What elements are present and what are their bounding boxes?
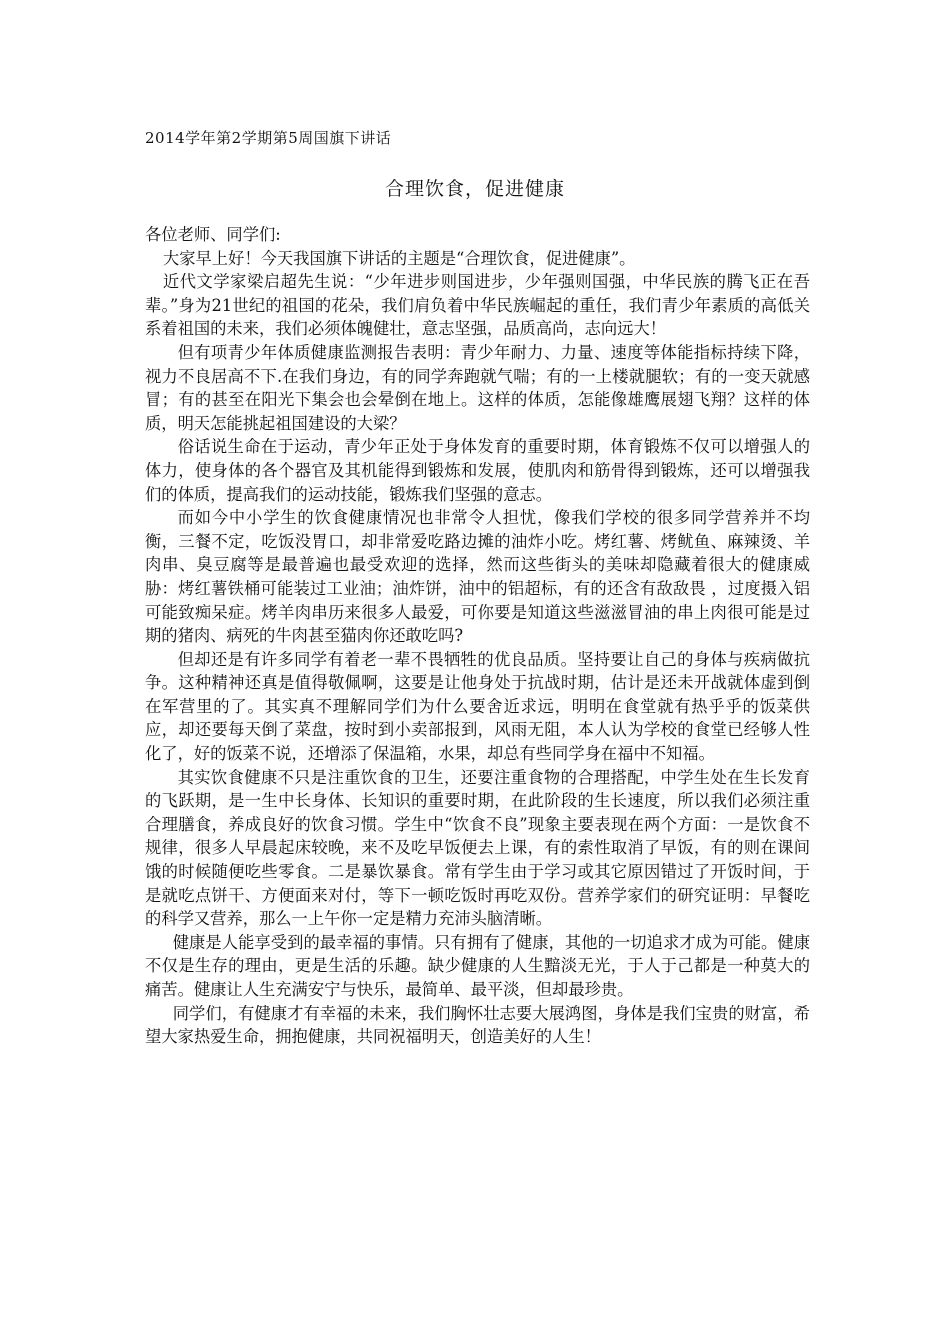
paragraph: 同学们，有健康才有幸福的未来，我们胸怀壮志要大展鸿图，身体是我们宝贵的财富，希望大家热爱生命，拥抱健康，共同祝福明天，创造美好的人生！: [145, 1003, 810, 1047]
paragraph: 但有项青少年体质健康监测报告表明：青少年耐力、力量、速度等体能指标持续下降，视力不良居高不下.在我们身边，有的同学奔跑就气喘；有的一上楼就腿软；有的一变天就感冒；有的甚至在阳光下集会也会晕倒在地上。这样的体质，怎能像雄鹰展翅飞翔？这样的体质，明天怎能挑起祖国建设的大梁？: [145, 342, 810, 433]
paragraph: 俗话说生命在于运动，青少年正处于身体发育的重要时期，体育锻炼不仅可以增强人的体力，使身体的各个器官及其机能得到锻炼和发展，使肌肉和筋骨得到锻炼，还可以增强我们的体质，提高我们的运动技能，锻炼我们坚强的意志。: [145, 437, 810, 504]
paragraph: 大家早上好！今天我国旗下讲话的主题是“合理饮食，促进健康”。: [162, 248, 636, 268]
document-title: 合理饮食，促进健康: [384, 178, 565, 200]
paragraph: 但却还是有许多同学有着老一辈不畏牺牲的优良品质。坚持要让自己的身体与疾病做抗争。这种精神还真是值得敬佩啊，这要是让他身处于抗战时期，估计是还未开战就体虚到倒在军营里的了。其实真不理解同学们为什么要舍近求远，明明在食堂就有热乎乎的饭菜供应，却还要每天倒了菜盘，按时到小卖部报到，风雨无阻，本人认为学校的食堂已经够人性化了，好的饭菜不说，还增添了保温箱，水果，却总有些同学身在福中不知福。: [145, 649, 810, 764]
document-body: [145, 223, 810, 1049]
paragraph: 近代文学家梁启超先生说：“少年进步则国进步，少年强则国强，中华民族的腾飞正在吾辈。”身为21世纪的祖国的花朵，我们肩负着中华民族崛起的重任，我们青少年素质的高低关系着祖国的未来，我们必须体魄健壮，意志坚强，品质高尚，志向远大！: [145, 272, 810, 339]
paragraph: 而如今中小学生的饮食健康情况也非常令人担忧，像我们学校的很多同学营养并不均衡，三餐不定，吃饭没胃口，却非常爱吃路边摊的油炸小吃。烤红薯、烤鱿鱼、麻辣烫、羊肉串、臭豆腐等是最普遍也最受欢迎的选择，然而这些街头的美味却隐藏着很大的健康威胁：烤红薯铁桶可能装过工业油；油炸饼，油中的铝超标，有的还含有敌敌畏 ，过度摄入铝可能致痴呆症。烤羊肉串历来很多人最爱，可你要是知道这些滋滋冒油的串上肉很可能是过期的猪肉、病死的牛肉甚至猫肉你还敢吃吗?: [145, 508, 810, 646]
greeting: 各位老师、同学们:: [145, 225, 281, 244]
document-header: 2014学年第2学期第5周国旗下讲话: [145, 129, 392, 147]
paragraph: 健康是人能享受到的最幸福的事情。只有拥有了健康，其他的一切追求才成为可能。健康不仅是生存的理由，更是生活的乐趣。缺少健康的人生黯淡无光，于人于己都是一种莫大的痛苦。健康让人生充满安宁与快乐，最简单、最平淡，但却最珍贵。: [145, 932, 810, 999]
paragraph: 其实饮食健康不只是注重饮食的卫生，还要注重食物的合理搭配，中学生处在生长发育的飞跃期，是一生中长身体、长知识的重要时期，在此阶段的生长速度，所以我们必须注重合理膳食，养成良好的饮食习惯。学生中“饮食不良”现象主要表现在两个方面：一是饮食不规律，很多人早晨起床较晚，来不及吃早饭便去上课，有的索性取消了早饭，有的则在课间饿的时候随便吃些零食。二是暴饮暴食。常有学生由于学习或其它原因错过了开饭时间，于是就吃点饼干、方便面来对付，等下一顿吃饭时再吃双份。营养学家们的研究证明：早餐吃的科学又营养，那么一上午你一定是精力充沛头脑清晰。: [145, 767, 810, 929]
